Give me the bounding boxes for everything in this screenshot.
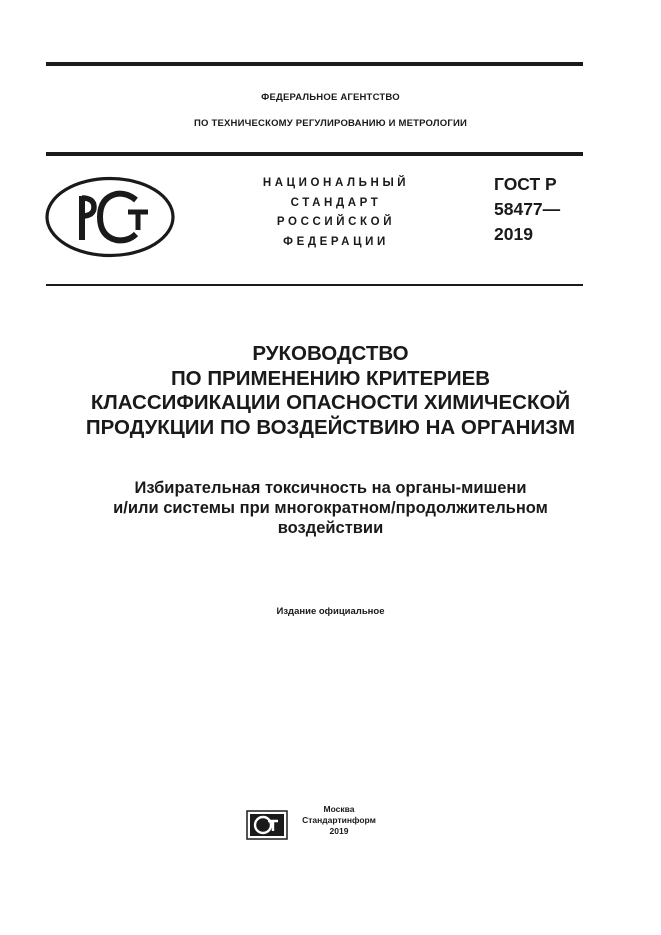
edition-label: Издание официальное [276, 606, 385, 617]
designation-line-1: ГОСТ Р [494, 174, 557, 194]
title-line-3: КЛАССИФИКАЦИИ ОПАСНОСТИ ХИМИЧЕСКОЙ [90, 391, 571, 414]
national-standard-label [238, 174, 434, 252]
national-line-1: НАЦИОНАЛЬНЫЙ [262, 177, 410, 189]
national-line-3: РОССИЙСКОЙ [276, 216, 396, 228]
publisher-city: Москва [323, 804, 355, 814]
title-line-4: ПРОДУКЦИИ ПО ВОЗДЕЙСТВИЮ НА ОРГАНИЗМ [85, 415, 576, 439]
subtitle-line-3: воздействии [277, 519, 384, 537]
document-title [0, 342, 661, 440]
title-line-1: РУКОВОДСТВО [252, 342, 409, 365]
standard-designation [494, 172, 560, 247]
standard-divider [46, 284, 583, 286]
publisher-logo-icon [246, 810, 288, 840]
document-subtitle [0, 478, 661, 538]
designation-line-3: 2019 [494, 224, 533, 244]
publisher-year: 2019 [329, 826, 349, 836]
designation-line-2: 58477— [494, 199, 561, 219]
rst-logo-icon [44, 176, 176, 258]
subtitle-line-1: Избирательная токсичность на органы-мишени [134, 479, 527, 497]
publisher-name: Стандартинформ [302, 815, 376, 825]
national-line-4: ФЕДЕРАЦИИ [283, 235, 389, 248]
agency-line-1: ФЕДЕРАЛЬНОЕ АГЕНТСТВО [261, 92, 400, 103]
agency-line-2: ПО ТЕХНИЧЕСКОМУ РЕГУЛИРОВАНИЮ И МЕТРОЛОГИИ [194, 118, 467, 129]
top-divider [46, 62, 583, 66]
title-line-2: ПО ПРИМЕНЕНИЮ КРИТЕРИЕВ [170, 366, 491, 390]
subtitle-line-2: и/или системы при многократном/продолжительном [113, 499, 548, 517]
header-divider [46, 152, 583, 156]
publisher-info [296, 804, 382, 837]
national-line-2: СТАНДАРТ [290, 196, 382, 209]
